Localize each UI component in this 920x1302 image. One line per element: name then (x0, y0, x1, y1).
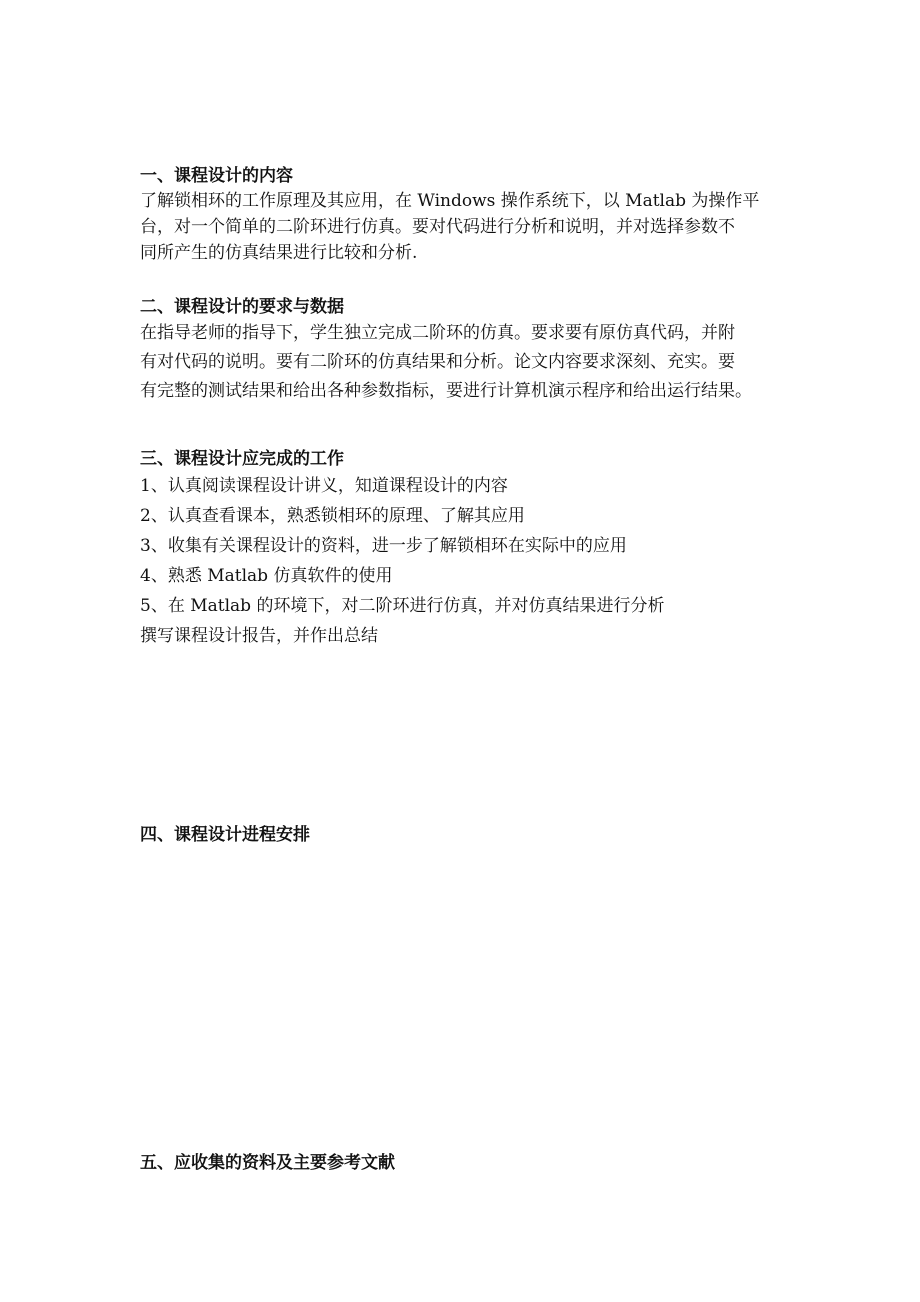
section-heading: 三、课程设计应完成的工作 (140, 449, 344, 469)
list-item: 3、收集有关课程设计的资料，进一步了解锁相环在实际中的应用 (140, 536, 627, 556)
paragraph-line: 有完整的测试结果和给出各种参数指标，要进行计算机演示程序和给出运行结果。 (140, 381, 752, 401)
paragraph-line: 台，对一个简单的二阶环进行仿真。要对代码进行分析和说明，并对选择参数不 (140, 217, 735, 237)
list-item: 2、认真查看课本，熟悉锁相环的原理、了解其应用 (140, 506, 525, 526)
list-item: 4、熟悉 Matlab 仿真软件的使用 (140, 566, 393, 586)
section-references (140, 1151, 800, 1175)
paragraph-line: 有对代码的说明。要有二阶环的仿真结果和分析。论文内容要求深刻、充实。要 (140, 352, 735, 372)
paragraph-line: 在指导老师的指导下，学生独立完成二阶环的仿真。要求要有原仿真代码，并附 (140, 323, 735, 343)
list-item: 撰写课程设计报告，并作出总结 (140, 626, 378, 646)
paragraph-line: 了解锁相环的工作原理及其应用，在 Windows 操作系统下，以 Matlab 为操作平 (140, 191, 760, 211)
section-requirements (140, 295, 800, 406)
section-schedule (140, 823, 800, 847)
list-item: 1、认真阅读课程设计讲义，知道课程设计的内容 (140, 476, 508, 496)
section-heading: 四、课程设计进程安排 (140, 825, 310, 845)
section-content (140, 164, 800, 266)
section-heading: 一、课程设计的内容 (140, 166, 293, 186)
section-tasks (140, 447, 800, 651)
section-heading: 五、应收集的资料及主要参考文献 (140, 1153, 395, 1173)
paragraph-line: 同所产生的仿真结果进行比较和分析. (140, 243, 418, 263)
section-heading: 二、课程设计的要求与数据 (140, 297, 344, 317)
list-item: 5、在 Matlab 的环境下，对二阶环进行仿真，并对仿真结果进行分析 (140, 596, 665, 616)
